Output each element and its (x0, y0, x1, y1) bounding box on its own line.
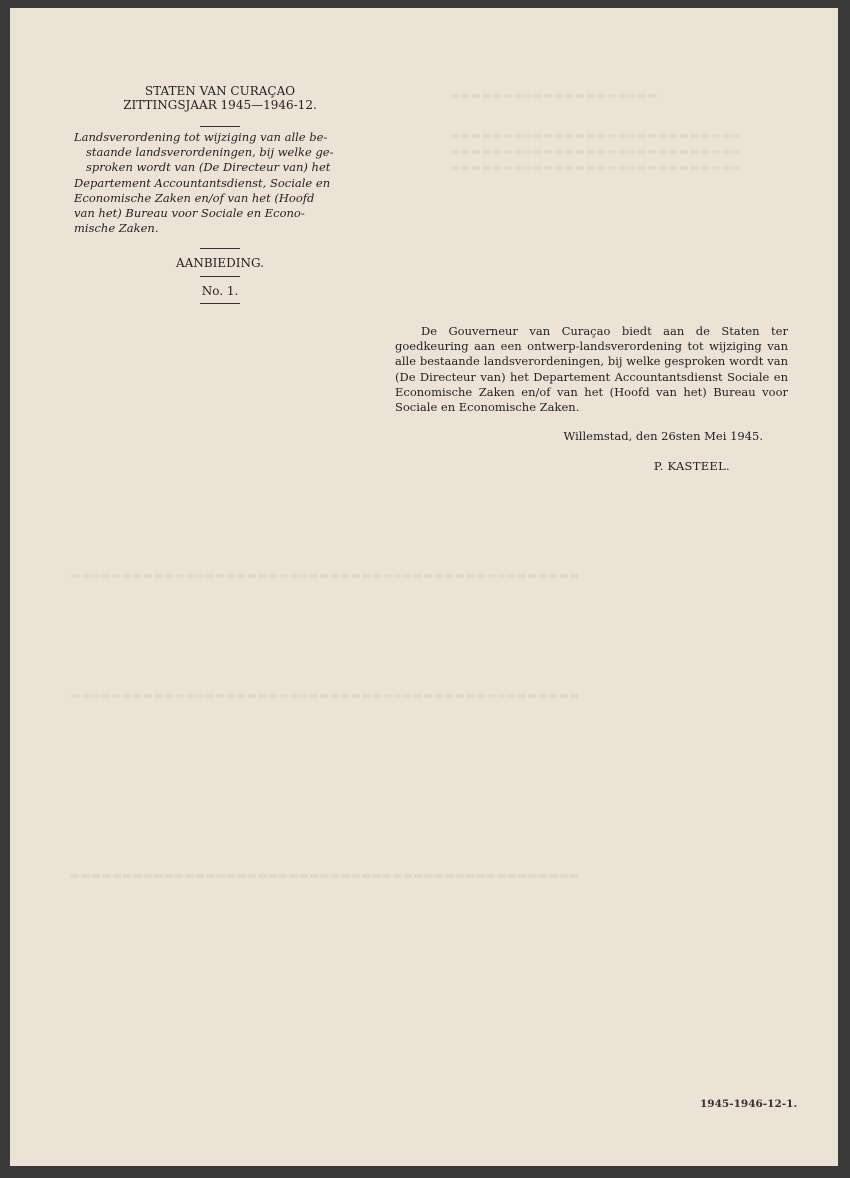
document-header (80, 84, 360, 112)
divider (200, 248, 240, 249)
subject-line: mische Zaken. (74, 221, 159, 236)
show-through-texture: ▬▬▬▬▬▬▬▬▬▬▬▬▬▬▬▬▬▬▬▬ (450, 89, 658, 102)
header-title: STATEN VAN CURAÇAO (144, 84, 296, 98)
header-session: ZITTINGSJAAR 1945—1946-12. (123, 98, 317, 112)
section-title: AANBIEDING. (176, 256, 264, 270)
show-through-texture: ▬▬▬▬▬▬▬▬▬▬▬▬▬▬▬▬▬▬▬▬▬▬▬▬▬▬▬▬ (450, 129, 742, 142)
divider (200, 126, 240, 127)
signature: P. KASTEEL. (653, 459, 730, 473)
subject-line: Landsverordening tot wijziging van alle be- (74, 130, 328, 144)
subject-line: staande landsverordeningen, bij welke ge- (86, 145, 334, 160)
subject-line: sproken wordt van (De Directeur van) het (86, 160, 331, 175)
show-through-texture: ▬▬▬▬▬▬▬▬▬▬▬▬▬▬▬▬▬▬▬▬▬▬▬▬▬▬▬▬ (450, 145, 742, 158)
subject-block (74, 130, 374, 236)
divider (200, 303, 240, 304)
subject-line: van het) Bureau voor Sociale en Econo- (74, 206, 305, 221)
subject-line: Departement Accountantsdienst, Sociale en (74, 175, 331, 190)
show-through-texture: ▬▬▬▬▬▬▬▬▬▬▬▬▬▬▬▬▬▬▬▬▬▬▬▬▬▬▬▬▬▬▬▬▬▬▬▬▬▬▬▬▬▬▬▬▬▬▬▬▬ (70, 569, 580, 582)
show-through-texture: ▬▬▬▬▬▬▬▬▬▬▬▬▬▬▬▬▬▬▬▬▬▬▬▬▬▬▬▬ (450, 161, 742, 174)
document-page (10, 8, 838, 1166)
divider (200, 276, 240, 277)
body-text (395, 324, 788, 415)
subject-line: Economische Zaken en/of van het (Hoofd (74, 190, 315, 205)
show-through-texture: ▬▬▬▬▬▬▬▬▬▬▬▬▬▬▬▬▬▬▬▬▬▬▬▬▬▬▬▬▬▬▬▬▬▬▬▬▬▬▬▬▬▬▬▬▬▬▬▬▬ (70, 689, 580, 702)
date-line: Willemstad, den 26sten Mei 1945. (563, 429, 763, 443)
body-paragraph: De Gouverneur van Curaçao biedt aan de Staten ter goedkeuring aan een ontwerp-landsverordening tot wijziging van alle bestaande landsverordeningen, bij welke gesproken wordt van (De Directeur van) het Departement Accountantsdienst Sociale en Economische Zaken en/of van het (Hoofd van het) Bureau voor Sociale en Economische Zaken. (395, 324, 788, 415)
section-number: No. 1. (201, 284, 239, 298)
show-through-texture: ▬▬▬▬▬▬▬▬▬▬▬▬▬▬▬▬▬▬▬▬▬▬▬▬▬▬▬▬▬▬▬▬▬▬▬▬▬▬▬▬▬▬▬▬▬▬▬▬▬ (70, 869, 580, 882)
document-code: 1945-1946-12-1. (700, 1098, 798, 1110)
